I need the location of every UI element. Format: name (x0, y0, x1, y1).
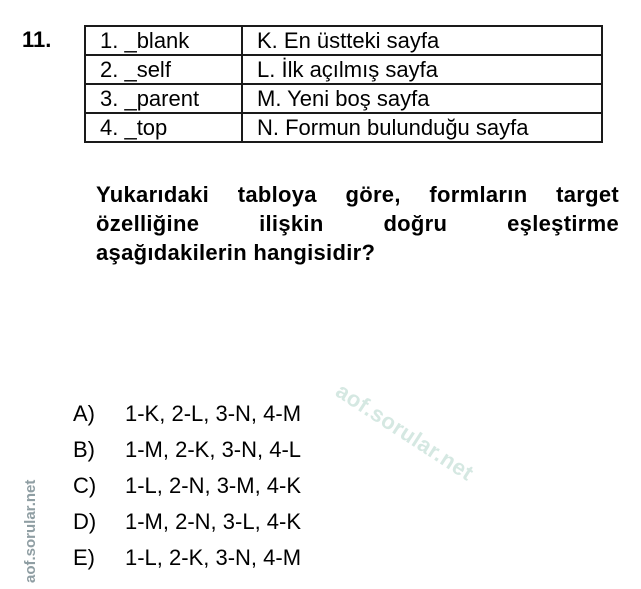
option-a[interactable] (73, 396, 301, 432)
option-text: 1-M, 2-K, 3-N, 4-L (125, 437, 302, 462)
option-b[interactable] (73, 432, 301, 468)
table-row (85, 55, 602, 84)
option-c[interactable] (73, 468, 301, 504)
matching-table (84, 25, 603, 143)
table-row (85, 113, 602, 142)
option-e[interactable] (73, 540, 301, 576)
description-cell: M. Yeni boş sayfa (242, 84, 602, 113)
question-line: Yukarıdaki tabloya göre, formların target (96, 182, 619, 207)
option-d[interactable] (73, 504, 301, 540)
option-letter: A) (73, 401, 95, 426)
diagonal-watermark: aof.sorular.net (331, 378, 479, 486)
option-text: 1-L, 2-K, 3-N, 4-M (125, 545, 302, 570)
question-stem (96, 180, 619, 267)
option-text: 1-M, 2-N, 3-L, 4-K (125, 509, 302, 534)
description-cell: L. İlk açılmış sayfa (242, 55, 602, 84)
table-row (85, 84, 602, 113)
option-text: 1-K, 2-L, 3-N, 4-M (125, 401, 302, 426)
question-number: 11. (22, 27, 52, 52)
option-letter: B) (73, 437, 95, 462)
answer-options (73, 396, 301, 576)
question-line: aşağıdakilerin hangisidir? (96, 240, 376, 265)
description-cell: N. Formun bulunduğu sayfa (242, 113, 602, 142)
target-value-cell: 2. _self (85, 55, 242, 84)
question-line: özelliğine ilişkin doğru eşleştirme (96, 211, 619, 236)
target-value-cell: 3. _parent (85, 84, 242, 113)
description-cell: K. En üstteki sayfa (242, 26, 602, 55)
table-row (85, 26, 602, 55)
option-letter: E) (73, 545, 95, 570)
option-letter: C) (73, 473, 97, 498)
option-letter: D) (73, 509, 97, 534)
vertical-watermark: aof.sorular.net (22, 479, 39, 583)
target-value-cell: 4. _top (85, 113, 242, 142)
option-text: 1-L, 2-N, 3-M, 4-K (125, 473, 302, 498)
target-value-cell: 1. _blank (85, 26, 242, 55)
